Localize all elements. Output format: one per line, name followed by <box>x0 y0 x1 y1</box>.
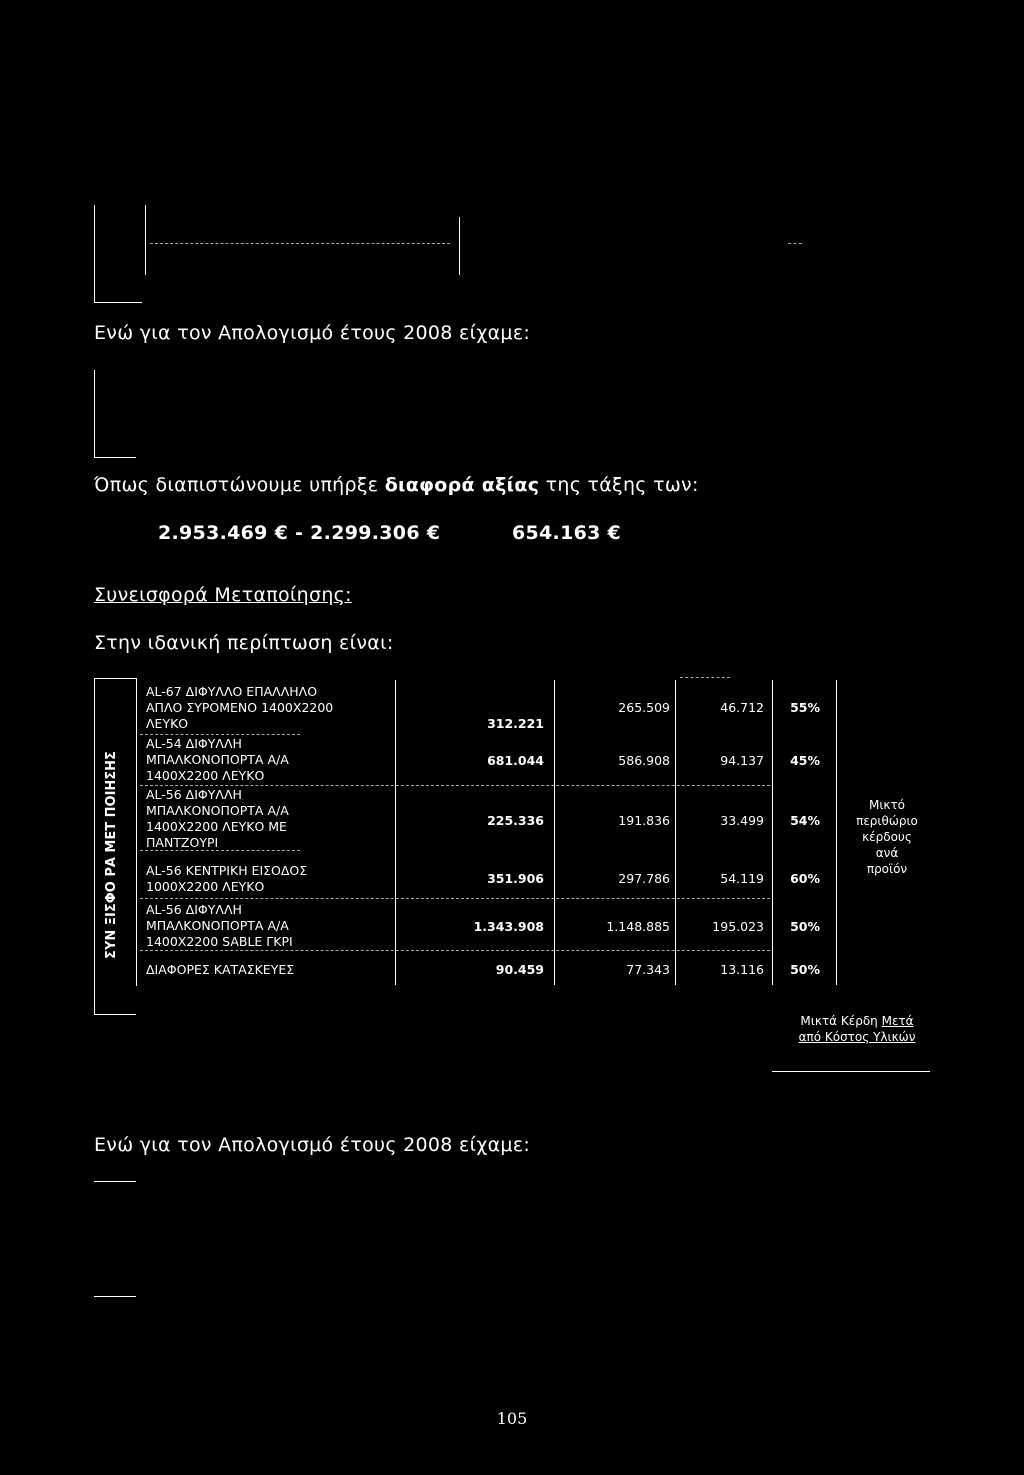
row-separator <box>140 734 300 735</box>
row-1-line-2: ΑΠΛΟ ΣΥΡΟΜΕΝΟ 1400Χ2200 <box>146 700 334 715</box>
row-6-c3: 13.116 <box>720 962 764 977</box>
difference-post: της τάξης των: <box>539 474 699 496</box>
row-6-pct: 50% <box>790 962 820 977</box>
row-1-c1: 312.221 <box>487 716 544 731</box>
frame-line <box>94 1296 136 1297</box>
row-5-c3: 195.023 <box>712 919 764 934</box>
difference-sentence <box>94 474 699 496</box>
side-note-line-2: περιθώριο <box>856 814 918 828</box>
row-3-line-2: ΜΠΑΛΚΟΝΟΠΟΡΤΑ Α/Α <box>146 803 289 818</box>
row-4-c3: 54.119 <box>720 871 764 886</box>
row-3-line-3: 1400Χ2200 ΛΕΥΚΟ ΜΕ <box>146 819 287 834</box>
row-1-c3: 46.712 <box>720 700 764 715</box>
frame-line <box>94 302 142 303</box>
table-outline <box>94 678 95 1015</box>
row-2-pct: 45% <box>790 753 820 768</box>
row-2-line-3: 1400Χ2200 ΛΕΥΚΟ <box>146 768 265 783</box>
row-6-description <box>146 962 294 978</box>
table-outline <box>94 678 136 679</box>
row-separator <box>140 785 770 786</box>
gross-profit-l1-underlined: Μετά <box>881 1014 914 1028</box>
row-4-description <box>146 863 307 895</box>
calc-a: 2.953.469 € <box>158 522 289 544</box>
row-6-c2: 77.343 <box>626 962 670 977</box>
row-2-line-2: ΜΠΑΛΚΟΝΟΠΟΡΤΑ Α/Α <box>146 752 289 767</box>
table-outline <box>136 678 137 986</box>
heading-2008-second: Ενώ για τον Απολογισμό έτους 2008 είχαμε: <box>94 1134 531 1156</box>
row-3-pct: 54% <box>790 813 820 828</box>
row-1-line-3: ΛΕΥΚΟ <box>146 716 189 731</box>
difference-bold: διαφορά αξίας <box>384 474 540 496</box>
table-col-line <box>395 680 396 985</box>
side-note-line-3: κέρδους <box>862 830 912 844</box>
row-5-line-2: ΜΠΑΛΚΟΝΟΠΟΡΤΑ Α/Α <box>146 918 289 933</box>
table-col-line <box>836 680 837 985</box>
table-outline <box>94 1014 136 1015</box>
row-1-description <box>146 684 333 732</box>
row-3-c2: 191.836 <box>618 813 670 828</box>
frame-line <box>94 457 136 458</box>
row-2-c2: 586.908 <box>618 753 670 768</box>
note-rule <box>772 1071 930 1072</box>
row-3-line-4: ΠΑΝΤΖΟΥΡΙ <box>146 835 219 850</box>
gross-profit-note <box>772 1013 942 1045</box>
row-separator <box>140 898 770 899</box>
table-col-line <box>554 680 555 985</box>
vertical-table-label: ΣΥΝ ΞΙΣΦΟ ΡΑ ΜΕΤ ΠΟΙΗΣΗΣ <box>104 751 119 959</box>
row-2-c3: 94.137 <box>720 753 764 768</box>
row-4-line-2: 1000Χ2200 ΛΕΥΚΟ <box>146 879 265 894</box>
frame-line <box>145 205 146 275</box>
side-note-line-4: ανά <box>875 846 899 860</box>
row-1-pct: 55% <box>790 700 820 715</box>
table-col-line <box>675 680 676 985</box>
frame-line <box>94 370 95 458</box>
calc-result: 654.163 € <box>512 522 622 544</box>
heading-2008-first: Ενώ για τον Απολογισμό έτους 2008 είχαμε: <box>94 322 531 344</box>
difference-pre: Όπως διαπιστώνουμε υπήρξε <box>94 474 385 496</box>
gross-profit-l1-plain: Μικτά Κέρδη <box>800 1014 882 1028</box>
frame-line <box>94 205 95 303</box>
row-2-description <box>146 736 289 784</box>
calculation <box>158 522 440 544</box>
frame-line <box>94 1181 136 1182</box>
row-separator <box>140 950 770 951</box>
ideal-case: Στην ιδανική περίπτωση είναι: <box>94 632 394 654</box>
gross-profit-l2: από Κόστος Υλικών <box>798 1030 916 1044</box>
section-title: Συνεισφορά Μεταποίησης: <box>94 584 352 606</box>
page-number: 105 <box>496 1409 528 1428</box>
row-5-pct: 50% <box>790 919 820 934</box>
row-6-c1: 90.459 <box>495 962 544 977</box>
row-5-description <box>146 902 293 950</box>
frame-dash <box>150 243 450 244</box>
margin-side-note <box>846 797 928 877</box>
side-note-line-5: προϊόν <box>866 862 908 876</box>
row-separator <box>680 677 730 678</box>
row-2-line-1: AL-54 ΔΙΦΥΛΛΗ <box>146 736 242 751</box>
calc-minus: - <box>295 522 304 544</box>
row-4-pct: 60% <box>790 871 820 886</box>
row-4-c2: 297.786 <box>618 871 670 886</box>
side-note-line-1: Μικτό <box>868 798 906 812</box>
row-1-c2: 265.509 <box>618 700 670 715</box>
row-3-c1: 225.336 <box>487 813 544 828</box>
row-2-c1: 681.044 <box>487 753 544 768</box>
row-5-line-1: AL-56 ΔΙΦΥΛΛΗ <box>146 902 242 917</box>
table-col-line <box>772 680 773 985</box>
row-5-c2: 1.148.885 <box>606 919 670 934</box>
row-3-description <box>146 787 289 851</box>
row-5-line-3: 1400Χ2200 SABLE ΓΚΡΙ <box>146 934 293 949</box>
row-4-c1: 351.906 <box>487 871 544 886</box>
frame-dash <box>788 243 802 244</box>
row-6-line-1: ΔΙΑΦΟΡΕΣ ΚΑΤΑΣΚΕΥΕΣ <box>146 962 295 977</box>
row-4-line-1: AL-56 ΚΕΝΤΡΙΚΗ ΕΙΣΟΔΟΣ <box>146 863 308 878</box>
row-3-line-1: AL-56 ΔΙΦΥΛΛΗ <box>146 787 242 802</box>
frame-line <box>459 217 460 275</box>
row-5-c1: 1.343.908 <box>473 919 544 934</box>
row-3-c3: 33.499 <box>720 813 764 828</box>
calc-b: 2.299.306 € <box>310 522 441 544</box>
row-1-line-1: AL-67 ΔΙΦΥΛΛΟ ΕΠΑΛΛΗΛΟ <box>146 684 318 699</box>
